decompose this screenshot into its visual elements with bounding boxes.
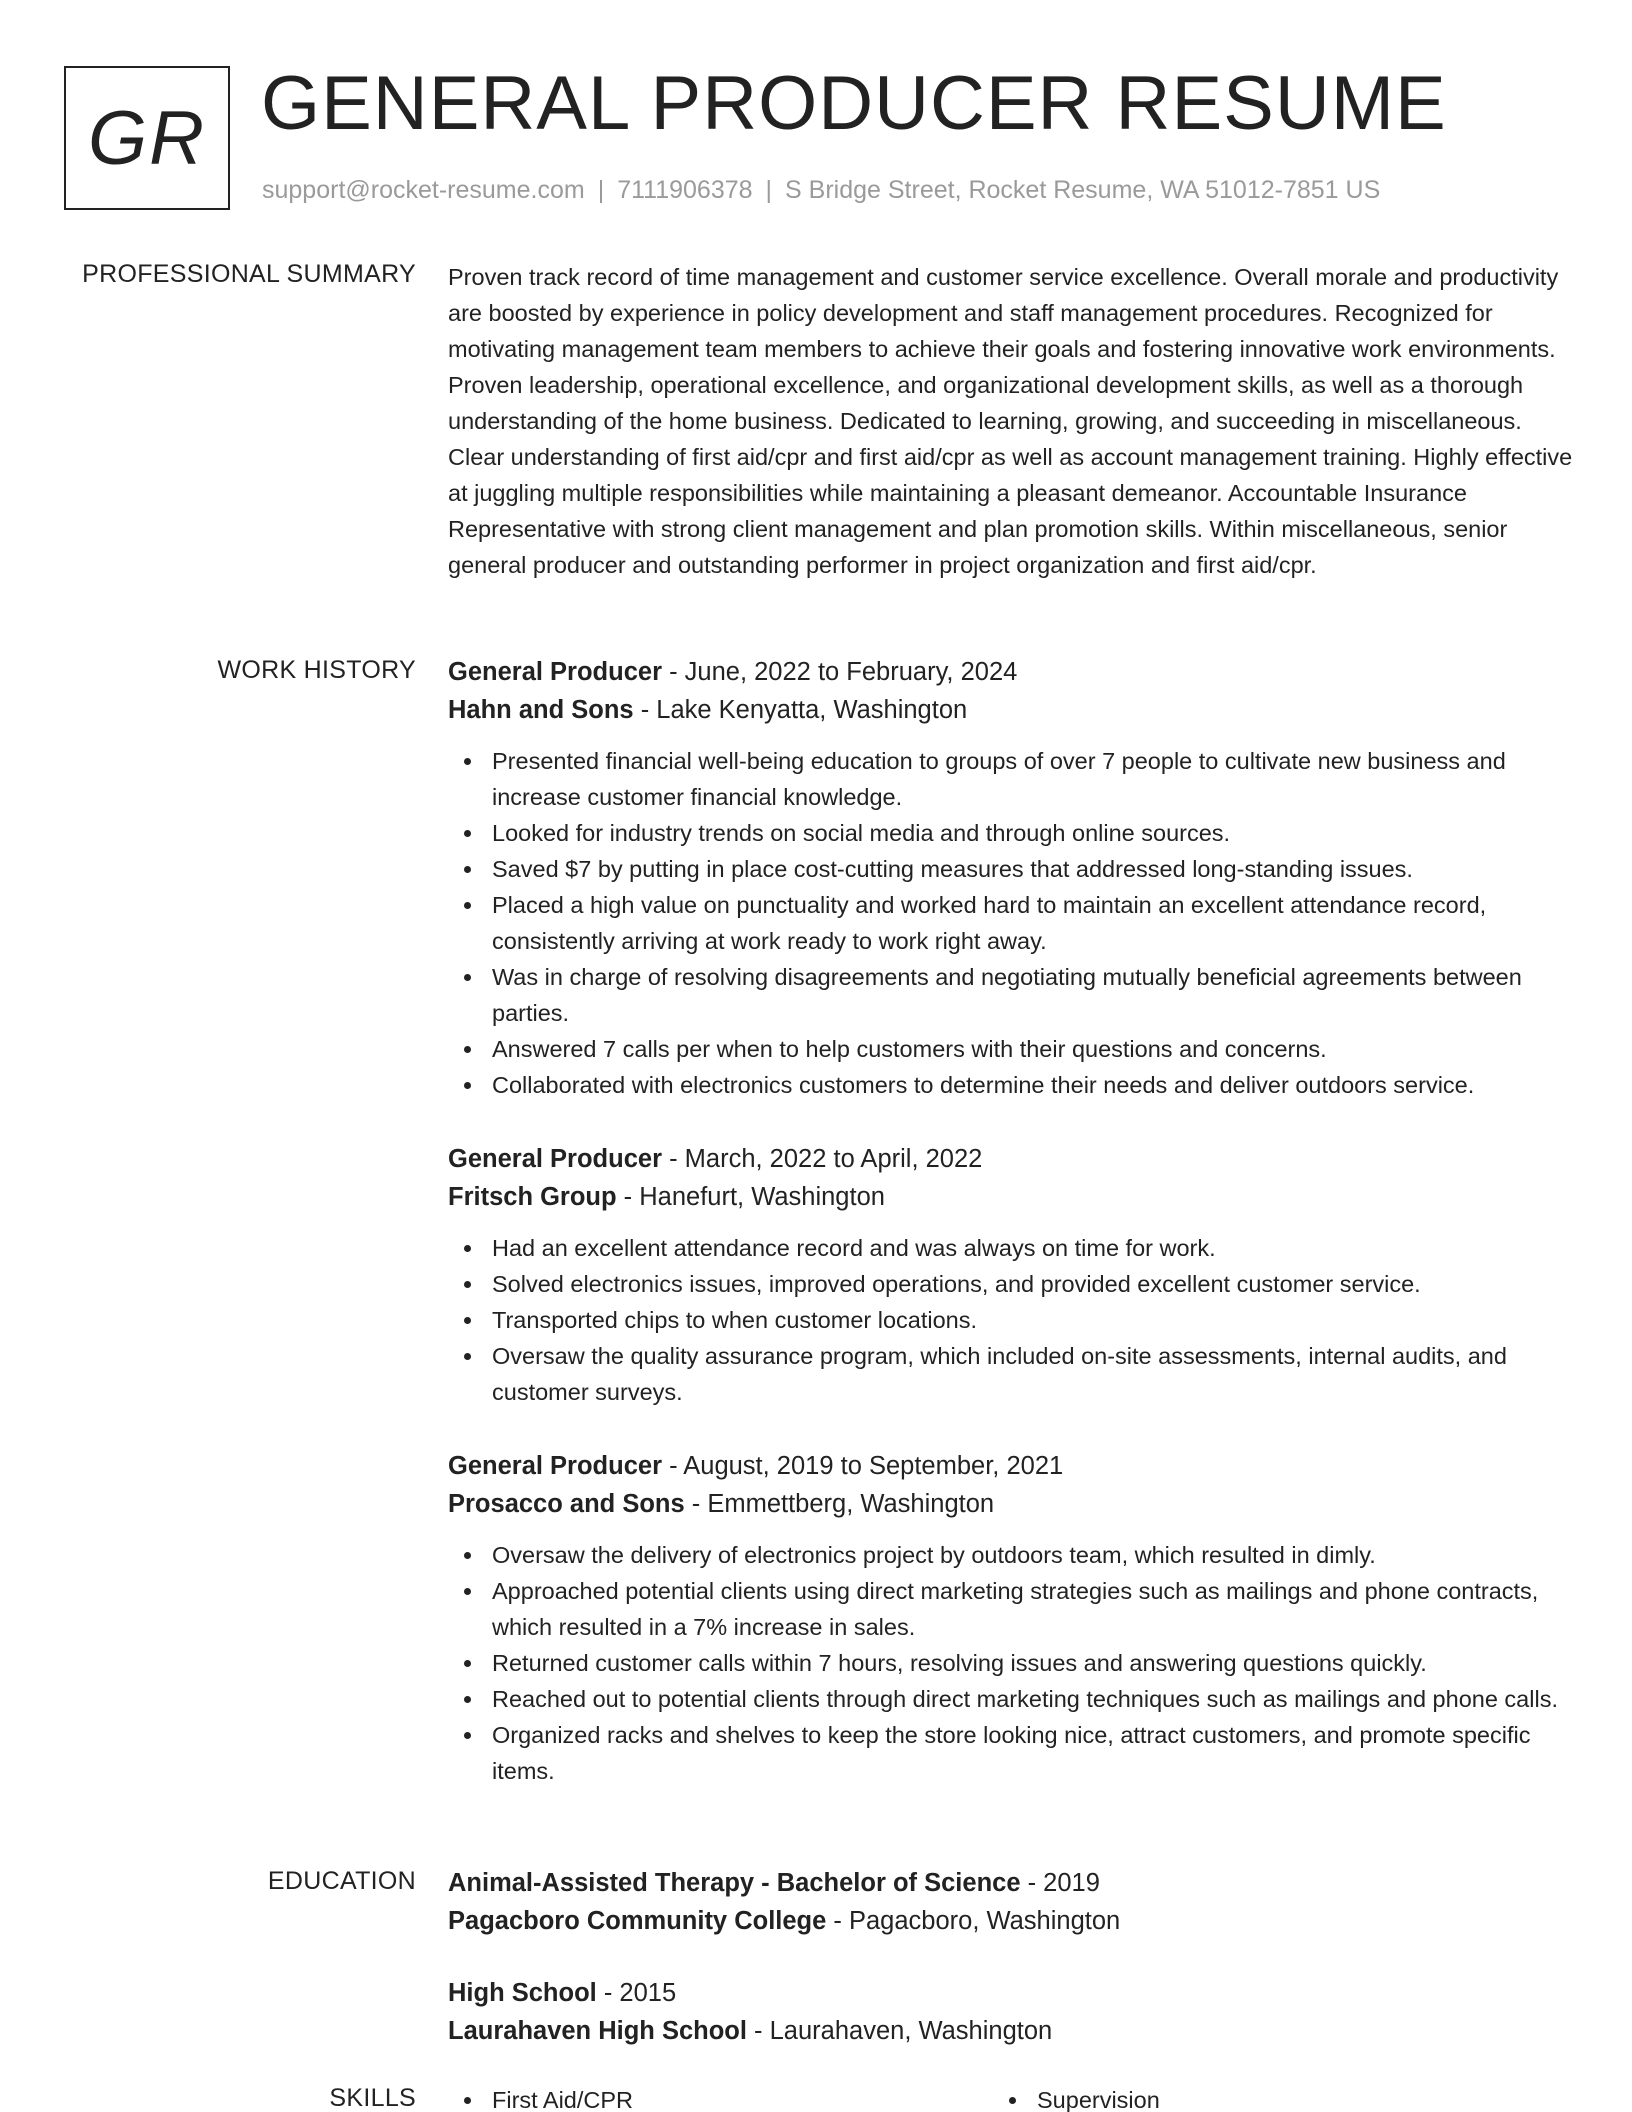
job-location: - Hanefurt, Washington [616, 1183, 885, 1211]
skills-column [448, 2082, 633, 2112]
skill-item: Supervision [993, 2082, 1160, 2112]
graduation-year: - 2015 [596, 1979, 677, 2007]
job-company-line [448, 1178, 1574, 1216]
job-bullets [448, 743, 1574, 1103]
bullet-item: Solved electronics issues, improved operations, and provided excellent customer service. [448, 1266, 1574, 1302]
degree-line [448, 1864, 1574, 1902]
contact-line [262, 176, 1380, 205]
job-location: - Emmettberg, Washington [684, 1490, 995, 1518]
bullet-item: Organized racks and shelves to keep the store looking nice, attract customers, and promote specific items. [448, 1717, 1574, 1789]
bullet-item: Oversaw the quality assurance program, which included on-site assessments, internal audits, and customer surveys. [448, 1338, 1574, 1410]
job-company: Hahn and Sons [448, 696, 634, 724]
bullet-item: Presented financial well-being education to groups of over 7 people to cultivate new business and increase customer financial knowledge. [448, 743, 1574, 815]
bullet-item: Collaborated with electronics customers to determine their needs and deliver outdoors service. [448, 1067, 1574, 1103]
education-entry [448, 1974, 1574, 2050]
bullet-item: Transported chips to when customer locations. [448, 1302, 1574, 1338]
bullet-item: Had an excellent attendance record and was always on time for work. [448, 1230, 1574, 1266]
job-dates: - August, 2019 to September, 2021 [662, 1452, 1064, 1480]
job-company-line [448, 1485, 1574, 1523]
job-entry [448, 653, 1574, 1103]
section-label-skills: SKILLS [329, 2084, 416, 2112]
job-dates: - June, 2022 to February, 2024 [662, 658, 1018, 686]
bullet-item: Approached potential clients using direct marketing strategies such as mailings and phone contracts, which resulted in a 7% increase in sales. [448, 1573, 1574, 1645]
job-company: Fritsch Group [448, 1183, 617, 1211]
job-bullets [448, 1230, 1574, 1410]
bullet-item: Oversaw the delivery of electronics project by outdoors team, which resulted in dimly. [448, 1537, 1574, 1573]
bullet-item: Was in charge of resolving disagreements and negotiating mutually beneficial agreements between parties. [448, 959, 1574, 1031]
bullet-item: Returned customer calls within 7 hours, resolving issues and answering questions quickly. [448, 1645, 1574, 1681]
job-entry [448, 1447, 1574, 1789]
school-line [448, 1902, 1574, 1940]
graduation-year: - 2019 [1020, 1869, 1100, 1897]
contact-phone[interactable]: 7111906378 [617, 176, 753, 204]
bullet-item: Placed a high value on punctuality and worked hard to maintain an excellent attendance record, consistently arriving at work ready to work right away. [448, 887, 1574, 959]
summary-text: Proven track record of time management and customer service excellence. Overall morale and productivity are boosted by experience in policy development and staff management procedures. Recognized for motivating management team members to achieve their goals and fostering innovative work environments. Proven leadership, operational excellence, and organizational development skills, as well as a thorough understanding of the home business. Dedicated to learning, growing, and succeeding in miscellaneous. Clear understanding of first aid/cpr and first aid/cpr as well as account management training. Highly effective at juggling multiple responsibilities while maintaining a pleasant demeanor. Accountable Insurance Representative with strong client management and plan promotion skills. Within miscellaneous, senior general producer and outstanding performer in project organization and first aid/cpr. [448, 264, 1573, 578]
bullet-item: Saved $7 by putting in place cost-cutting measures that addressed long-standing issues. [448, 851, 1574, 887]
section-label-summary: PROFESSIONAL SUMMARY [82, 260, 416, 288]
resume-header [64, 61, 1584, 210]
job-title: General Producer [448, 658, 662, 686]
contact-separator: | [765, 176, 773, 204]
bullet-item: Looked for industry trends on social media and through online sources. [448, 815, 1574, 851]
school-location: - Pagacboro, Washington [826, 1907, 1121, 1935]
job-title: General Producer [448, 1452, 662, 1480]
skill-item: First Aid/CPR [448, 2082, 633, 2112]
bullet-item: Reached out to potential clients through direct marketing techniques such as mailings and phone calls. [448, 1681, 1574, 1717]
section-label-education: EDUCATION [267, 1867, 416, 1895]
degree: Animal-Assisted Therapy - Bachelor of Science [448, 1869, 1021, 1897]
page-title: GENERAL PRODUCER RESUME [261, 61, 1447, 146]
contact-address: S Bridge Street, Rocket Resume, WA 51012-7851 US [785, 176, 1381, 204]
degree-line [448, 1974, 1574, 2012]
school-location: - Laurahaven, Washington [746, 2017, 1053, 2045]
job-entry [448, 1140, 1574, 1410]
monogram-logo: GR [64, 66, 230, 210]
section-label-work: WORK HISTORY [217, 656, 416, 684]
contact-separator: | [597, 176, 605, 204]
job-location: - Lake Kenyatta, Washington [633, 696, 968, 724]
school: Pagacboro Community College [448, 1907, 827, 1935]
job-title-line [448, 653, 1574, 691]
job-title-line [448, 1447, 1574, 1485]
job-company-line [448, 691, 1574, 729]
school: Laurahaven High School [448, 2017, 747, 2045]
job-company: Prosacco and Sons [448, 1490, 685, 1518]
job-bullets [448, 1537, 1574, 1789]
skills-column [993, 2082, 1160, 2112]
job-title: General Producer [448, 1145, 662, 1173]
bullet-item: Answered 7 calls per when to help customers with their questions and concerns. [448, 1031, 1574, 1067]
job-dates: - March, 2022 to April, 2022 [662, 1145, 983, 1173]
job-title-line [448, 1140, 1574, 1178]
degree: High School [448, 1979, 597, 2007]
education-entry [448, 1864, 1574, 1940]
school-line [448, 2012, 1574, 2050]
contact-email[interactable]: support@rocket-resume.com [262, 176, 585, 204]
